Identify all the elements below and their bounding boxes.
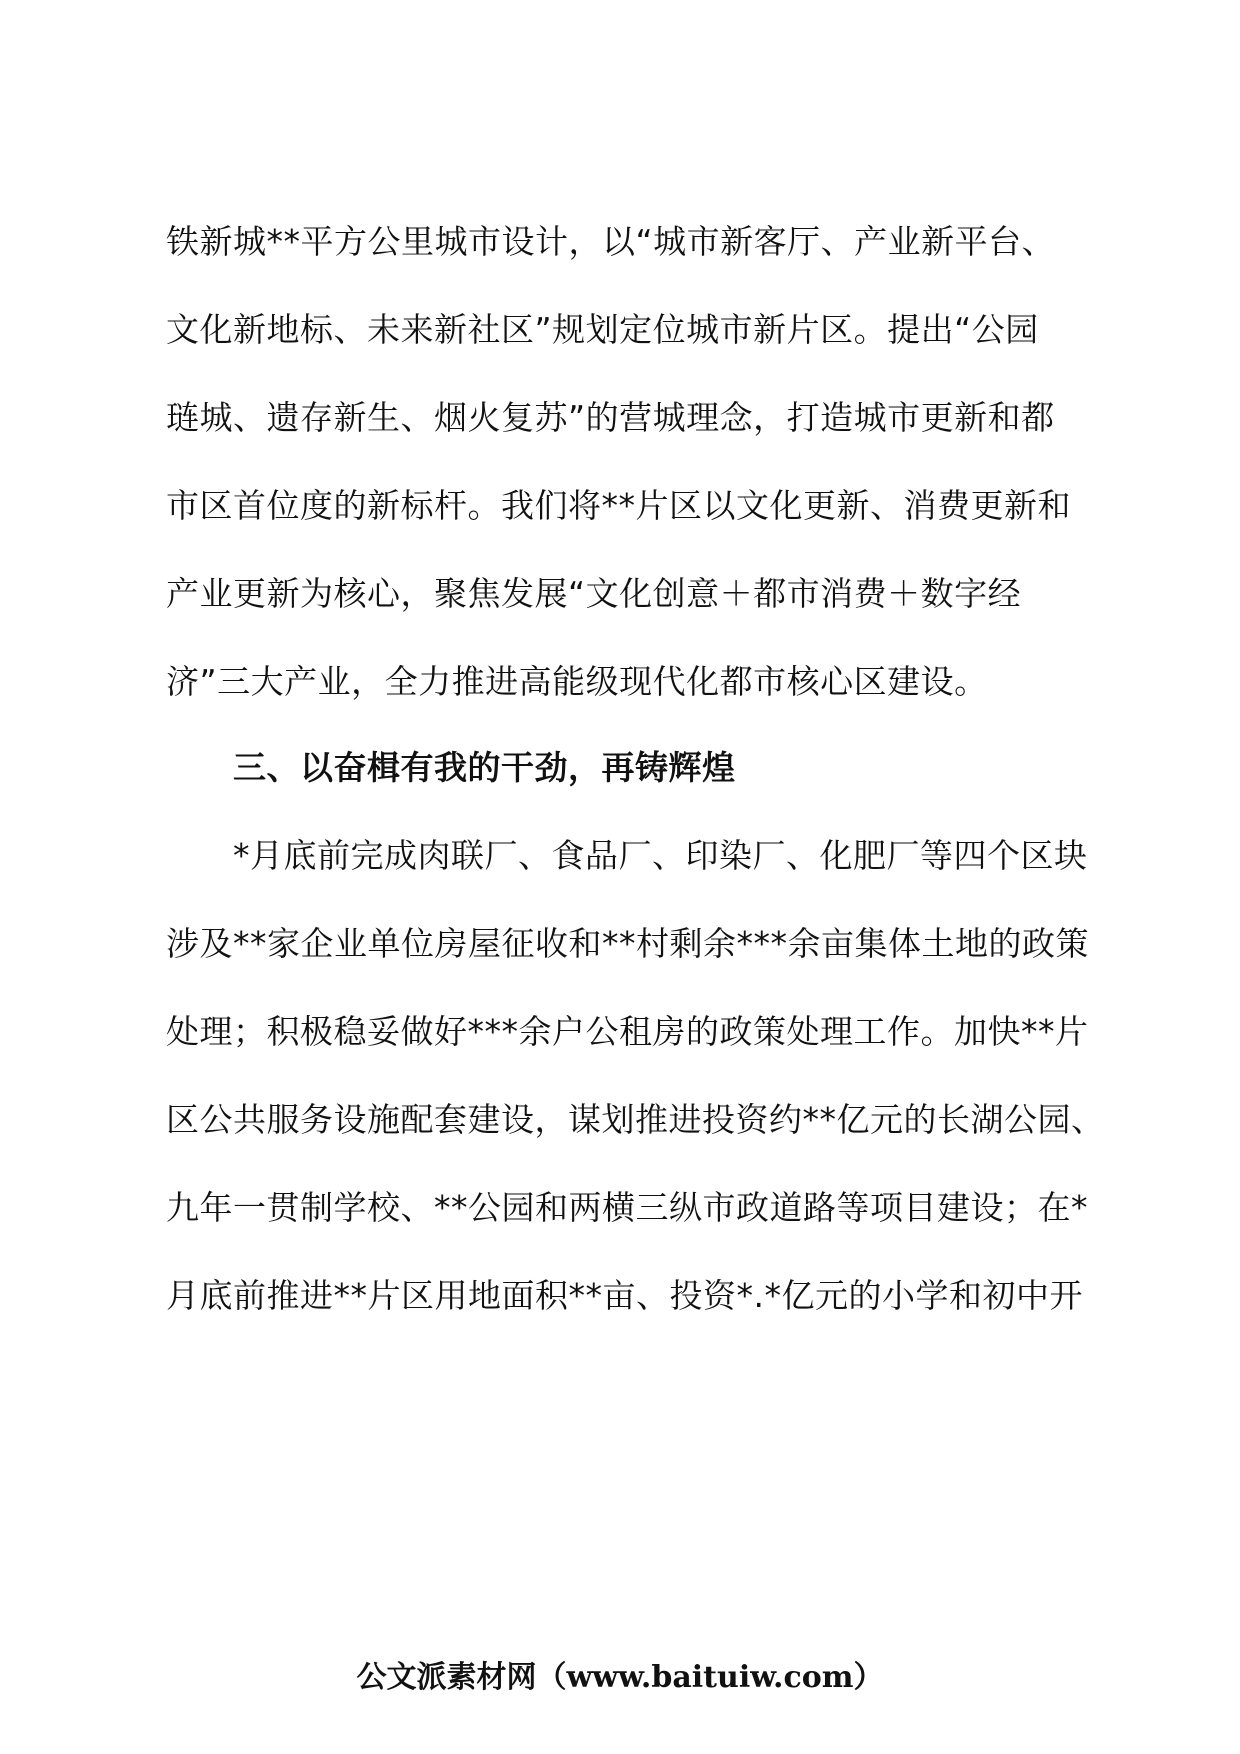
paragraph-1-line-5: 产业更新为核心，聚焦发展“文化创意＋都市消费＋数字经 [166, 574, 1022, 613]
paragraph-2-line-2: 涉及**家企业单位房屋征收和**村剩余***余亩集体土地的政策 [166, 924, 1089, 963]
footer-source: 公文派素材网（www.baituiw.com） [356, 1660, 884, 1695]
paragraph-1-line-3: 琏城、遗存新生、烟火复苏”的营城理念，打造城市更新和都 [166, 398, 1055, 437]
paragraph-1-line-1: 铁新城**平方公里城市设计，以“城市新客厅、产业新平台、 [166, 222, 1056, 261]
paragraph-1-line-2: 文化新地标、未来新社区”规划定位城市新片区。提出“公园 [166, 310, 1039, 349]
paragraph-2-line-3: 处理；积极稳妥做好***余户公租房的政策处理工作。加快**片 [166, 1012, 1089, 1051]
section-heading: 三、以奋楫有我的干劲，再铸辉煌 [233, 748, 736, 787]
paragraph-2-line-4: 区公共服务设施配套建设，谋划推进投资约**亿元的长湖公园、 [166, 1100, 1105, 1139]
paragraph-2-line-1: *月底前完成肉联厂、食品厂、印染厂、化肥厂等四个区块 [233, 836, 1088, 875]
paragraph-1-line-6: 济”三大产业，全力推进高能级现代化都市核心区建设。 [166, 662, 988, 701]
paragraph-1-line-4: 市区首位度的新标杆。我们将**片区以文化更新、消费更新和 [166, 486, 1071, 525]
paragraph-2-line-5: 九年一贯制学校、**公园和两横三纵市政道路等项目建设；在* [166, 1188, 1088, 1227]
paragraph-2-line-6: 月底前推进**片区用地面积**亩、投资*.*亿元的小学和初中开 [166, 1276, 1083, 1315]
